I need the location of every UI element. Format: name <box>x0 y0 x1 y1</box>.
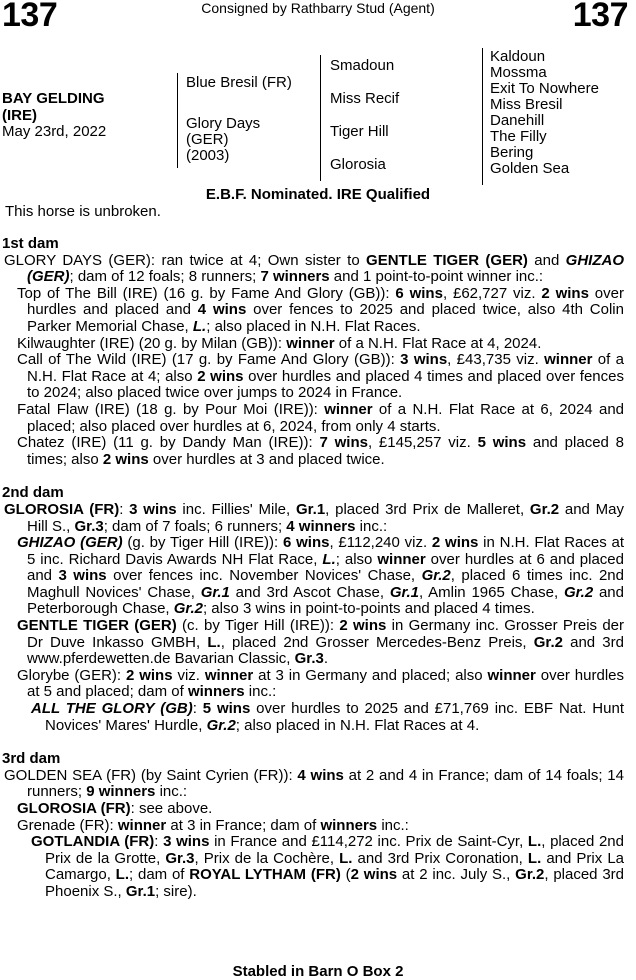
g3-6: The Filly <box>490 128 547 145</box>
pedigree-g2-2: Miss Recif <box>330 90 400 107</box>
produce-entry: Glorybe (GER): 2 wins viz. winner at 3 in Germany and placed; also winner over hurdles at 5 and placed; dam of winners inc.: <box>17 666 624 701</box>
consignor: Consigned by Rathbarry Stud (Agent) <box>201 0 435 16</box>
produce-entry: ALL THE GLORY (GB): 5 wins over hurdles to 2025 and £71,769 inc. EBF Nat. Hunt Novices' Mares' Hurdle, Gr.2; also placed in N.H. Flat Races at 4. <box>31 700 624 734</box>
pedigree-line-1 <box>177 73 178 168</box>
pedigree-line-3 <box>482 48 483 185</box>
pedigree-sire: Blue Bresil (FR) <box>186 74 292 91</box>
produce-entry: GENTLE TIGER (GER) (c. by Tiger Hill (IRE)): 2 wins in Germany inc. Grosser Preis der Dr Duve Inkasso GMBH, L., placed 2nd Grosser Mercedes-Benz Preis, Gr.2 and 3rd www.pferdewetten.de Bavarian Classic, Gr.3. <box>17 617 624 668</box>
g3-7: Bering <box>490 144 534 161</box>
pedigree-dam <box>186 116 260 164</box>
pedigree-notes <box>2 236 624 901</box>
produce-entry: Chatez (IRE) (11 g. by Dandy Man (IRE)): 7 wins, £145,257 viz. 5 wins and placed 8 times; also 2 wins over hurdles at 3 and placed twice. <box>17 434 625 468</box>
produce-entry: Kilwaughter (IRE) (20 g. by Milan (GB)): winner of a N.H. Flat Race at 4, 2024. <box>17 334 542 352</box>
second-dam-entry: GLOROSIA (FR): 3 wins inc. Fillies' Mile, Gr.1, placed 3rd Prix de Malleret, Gr.2 and May Hill S., Gr.3; dam of 7 foals; 6 runners; 4 winners inc.: <box>4 500 625 535</box>
section-first-dam: 1st dam <box>2 235 59 252</box>
first-dam-entry: GLORY DAYS (GER): ran twice at 4; Own sister to GENTLE TIGER (GER) and GHIZAO (GER); dam of 12 foals; 8 runners; 7 winners and 1 point-to-point winner inc.: <box>4 251 625 286</box>
produce-entry: Grenade (FR): winner at 3 in France; dam of winners inc.: <box>17 816 409 834</box>
lot-number-left: 137 <box>2 0 58 34</box>
pedigree-g2-1: Smadoun <box>330 57 395 74</box>
dam-country: (GER) <box>186 131 229 148</box>
produce-entry: GOTLANDIA (FR): 3 wins in France and £114,272 inc. Prix de Saint-Cyr, L., placed 2nd Prix de la Grotte, Gr.3, Prix de la Cochère, L. and 3rd Prix Coronation, L. and Prix La Camargo, L.; dam of ROYAL LYTHAM (FR) (2 wins at 2 inc. July S., Gr.2, placed 3rd Phoenix S., Gr.1; sire). <box>31 833 625 900</box>
section-second-dam: 2nd dam <box>2 484 64 502</box>
produce-entry: Call of The Wild (IRE) (17 g. by Fame And Glory (GB)): 3 wins, £43,735 viz. winner of a N.H. Flat Race at 4; also 2 wins over hurdles and placed 4 times and placed over fences to 2024; also placed twice over jumps to 2024 in France. <box>17 351 624 402</box>
horse-sex: BAY GELDING <box>2 90 105 107</box>
g3-2: Mossma <box>490 64 547 81</box>
dam-year: (2003) <box>186 147 230 164</box>
produce-entry: GHIZAO (GER) (g. by Tiger Hill (IRE)): 6 wins, £112,240 viz. 2 wins in N.H. Flat Races at 5 inc. Richard Davis Awards NH Flat Race, L.; also winner over hurdles at 6 and placed and 3 wins over fences inc. November Novices' Chase, Gr.2, placed 6 times inc. 2nd Maghull Novices' Chase, Gr.1 and 3rd Ascot Chase, Gr.1, Amlin 1965 Chase, Gr.2 and Peterborough Chase, Gr.2; also 3 wins in point-to-points and placed 4 times. <box>17 534 624 618</box>
horse-country: (IRE) <box>2 107 37 124</box>
third-dam-entry: GOLDEN SEA (FR) (by Saint Cyrien (FR)): 4 wins at 2 and 4 in France; dam of 14 foals; 14 runners; 9 winners inc.: <box>4 766 624 801</box>
g3-5: Danehill <box>490 112 545 129</box>
g3-1: Kaldoun <box>490 48 546 65</box>
pedigree-g3 <box>490 49 599 177</box>
ebf-nominated: E.B.F. Nominated. IRE Qualified <box>205 186 431 203</box>
pedigree-g2-4: Glorosia <box>330 156 386 173</box>
horse-description <box>2 90 105 124</box>
horse-dob: May 23rd, 2022 <box>2 123 107 140</box>
produce-entry: GLOROSIA (FR): see above. <box>17 800 213 817</box>
stabled-location: Stabled in Barn O Box 2 <box>232 963 404 980</box>
unbroken-note: This horse is unbroken. <box>5 203 161 220</box>
section-third-dam: 3rd dam <box>2 750 61 768</box>
g3-3: Exit To Nowhere <box>490 80 599 97</box>
g3-4: Miss Bresil <box>490 96 563 113</box>
g3-8: Golden Sea <box>490 160 570 177</box>
lot-number-right: 137 <box>572 0 628 34</box>
pedigree-line-2 <box>320 55 321 181</box>
produce-entry: Top of The Bill (IRE) (16 g. by Fame And Glory (GB)): 6 wins, £62,727 viz. 2 wins over hurdles and placed and 4 wins over fences to 2025 and placed twice, also 4th Colin Parker Memorial Chase, L.; also placed in N.H. Flat Races. <box>17 284 624 335</box>
dam-name: Glory Days <box>186 115 261 132</box>
produce-entry: Fatal Flaw (IRE) (18 g. by Pour Moi (IRE)): winner of a N.H. Flat Race at 6, 2024 and placed; also placed over hurdles at 6, 2024, from only 4 starts. <box>17 400 625 435</box>
pedigree-g2-3: Tiger Hill <box>330 123 389 140</box>
